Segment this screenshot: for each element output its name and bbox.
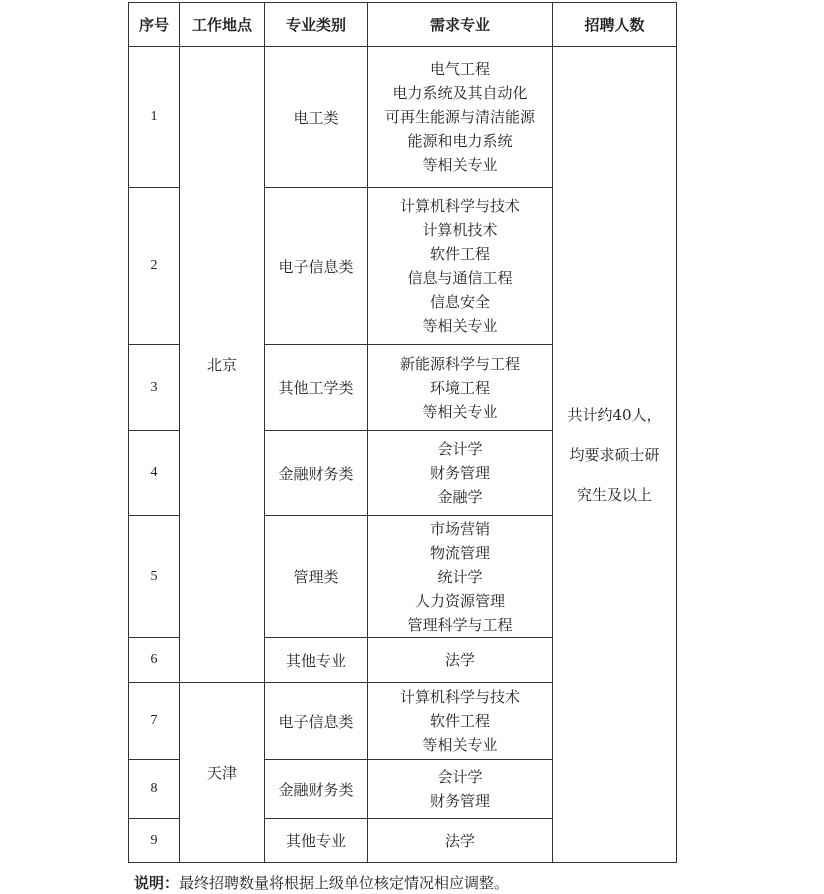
row-seq: 5 [129,516,180,638]
major-item: 信息安全 [429,293,490,311]
major-item: 软件工程 [429,712,490,730]
count-line: 均要求硕士研 [569,445,660,464]
major-item: 计算机科学与技术 [399,688,520,706]
count-line: 究生及以上 [576,485,652,504]
row-seq: 8 [129,760,180,819]
major-item: 环境工程 [429,378,490,397]
major-item: 计算机技术 [422,221,498,239]
header-category: 专业类别 [265,3,368,47]
table-header-row [129,3,677,47]
row-majors [368,345,553,431]
row-majors [368,819,553,863]
recruitment-table [128,2,677,863]
row-seq: 4 [129,431,180,516]
row-seq: 3 [129,345,180,431]
row-category: 电子信息类 [265,683,368,760]
major-item: 新能源科学与工程 [399,354,520,373]
row-majors [368,431,553,516]
major-item: 物流管理 [429,543,490,562]
major-item: 金融学 [437,488,483,506]
row-category: 电子信息类 [265,188,368,345]
row-category: 电工类 [265,47,368,188]
header-count: 招聘人数 [553,3,677,47]
major-item: 财务管理 [429,792,490,810]
row-category: 其他工学类 [265,345,368,431]
major-item: 会计学 [437,768,483,786]
row-category: 金融财务类 [265,431,368,516]
major-item: 软件工程 [429,245,490,263]
row-majors [368,760,553,819]
footnote-text: 最终招聘数量将根据上级单位核定情况相应调整。 [179,874,510,892]
row-category: 其他专业 [265,819,368,863]
row-seq: 1 [129,47,180,188]
header-majors: 需求专业 [368,3,553,47]
location-cell: 北京 [180,47,265,683]
row-seq: 2 [129,188,180,345]
row-category: 金融财务类 [265,760,368,819]
row-category: 管理类 [265,516,368,638]
row-majors [368,638,553,683]
major-item: 等相关专业 [422,736,498,754]
major-item: 管理科学与工程 [407,615,513,634]
major-item: 计算机科学与技术 [399,197,520,215]
row-seq: 6 [129,638,180,683]
count-line: 共计约40人， [567,405,662,424]
row-majors [368,516,553,638]
major-item: 等相关专业 [422,402,498,421]
row-seq: 7 [129,683,180,760]
major-item: 会计学 [437,440,483,458]
table-row [129,47,677,188]
location-cell: 天津 [180,683,265,863]
major-item: 信息与通信工程 [407,269,513,287]
header-location: 工作地点 [180,3,265,47]
footnote [134,872,509,893]
footnote-label: 说明： [134,874,180,892]
major-item: 财务管理 [429,464,490,482]
major-item: 电气工程 [429,60,490,78]
major-item: 可再生能源与清洁能源 [384,108,535,126]
recruit-count-cell [553,47,677,863]
row-seq: 9 [129,819,180,863]
major-item: 人力资源管理 [414,591,505,610]
major-item: 能源和电力系统 [407,132,513,150]
major-item: 电力系统及其自动化 [392,84,528,102]
major-item: 市场营销 [429,519,490,538]
row-majors [368,47,553,188]
major-item: 等相关专业 [422,156,498,174]
major-item: 法学 [444,831,475,850]
row-majors [368,188,553,345]
row-category: 其他专业 [265,638,368,683]
header-seq: 序号 [129,3,180,47]
row-majors [368,683,553,760]
major-item: 统计学 [437,567,483,586]
major-item: 法学 [444,651,475,669]
major-item: 等相关专业 [422,317,498,335]
